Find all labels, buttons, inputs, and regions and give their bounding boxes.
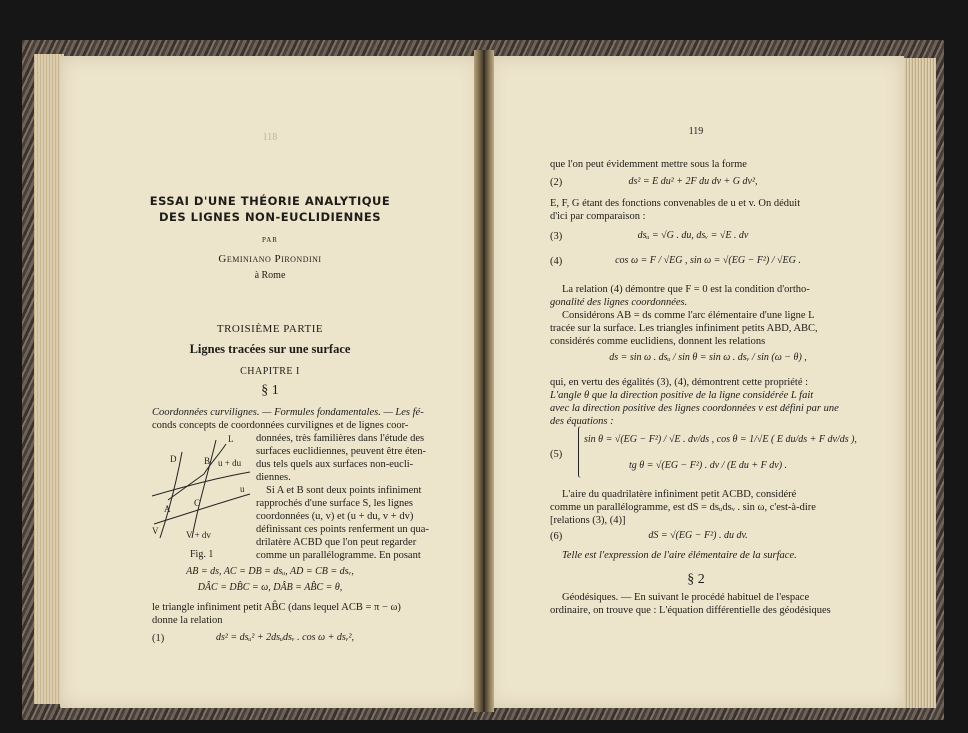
para5-line-1: Géodésiques. — En suivant le procédé habituel de l'espace bbox=[562, 592, 810, 603]
book-gutter bbox=[474, 50, 494, 712]
equation-3-label: (3) bbox=[550, 231, 563, 242]
article-title-line-2: DES LIGNES NON-EUCLIDIENNES bbox=[158, 210, 382, 224]
para1-line-2: d'ici par comparaison : bbox=[550, 211, 646, 222]
body-line-8: rapprochés d'une surface S, les lignes bbox=[256, 498, 414, 509]
equation-5b: tg θ = √(EG − F²) . dv / (E du + F dv) . bbox=[628, 460, 788, 471]
fig-label-L: L bbox=[228, 434, 234, 444]
equation-segments: AB = ds, AC = DB = dsᵤ, AD = CB = dsᵥ, bbox=[186, 566, 354, 577]
para3-line-1: qui, en vertu des égalités (3), (4), démontrent cette propriété : bbox=[550, 377, 809, 388]
left-page bbox=[60, 56, 480, 708]
para4-line-1: L'aire du quadrilatère infiniment petit ACBD, considéré bbox=[562, 489, 797, 500]
para2-line-5: considérés comme euclidiens, donnent les relations bbox=[550, 336, 766, 347]
equation-4: cos ω = F / √EG , sin ω = √(EG − F²) / √EG . bbox=[615, 255, 801, 266]
chapter-heading: CHAPITRE I bbox=[240, 366, 300, 377]
equation-5a: sin θ = √(EG − F²) / √E . dv/ds , cos θ = 1/√E ( E du/ds + F dv/ds ), bbox=[584, 434, 857, 445]
body-line-4: surfaces euclidiennes, peuvent être éten- bbox=[256, 446, 426, 457]
body-after-line-1: le triangle infiniment petit AB̂C (dans lequel ACB = π − ω) bbox=[152, 602, 401, 613]
part-title: Lignes tracées sur une surface bbox=[189, 342, 351, 356]
para3-line-4: des équations : bbox=[550, 416, 614, 427]
body-line-12: comme un parallélogramme. En posant bbox=[256, 550, 421, 561]
para3-line-3: avec la direction positive des lignes coordonnées v est défini par une bbox=[550, 403, 839, 414]
page-number: 119 bbox=[688, 126, 704, 137]
para4-line-3: [relations (3), (4)] bbox=[550, 515, 626, 526]
body-line-10: définissant ces points renferment un qua- bbox=[256, 524, 429, 535]
figure-caption: Fig. 1 bbox=[190, 549, 214, 560]
fig-label-u-du: u + du bbox=[218, 458, 242, 468]
conclusion-line: Telle est l'expression de l'aire élémentaire de la surface. bbox=[562, 550, 797, 561]
body-line-3: données, très familières dans l'étude des bbox=[256, 433, 425, 444]
fig-label-V: V bbox=[152, 526, 159, 536]
fig-label-B: B bbox=[204, 456, 211, 466]
body-line-5: dus tels quels aux surfaces non-eucli- bbox=[256, 459, 414, 470]
author-name: Geminiano Pirondini bbox=[218, 253, 322, 265]
para5-line-2: ordinaire, on trouve que : L'équation différentielle des géodésiques bbox=[550, 605, 831, 616]
equation-2: ds² = E du² + 2F du dv + G dv², bbox=[628, 176, 758, 187]
faint-page-number: 118 bbox=[262, 132, 278, 143]
coordinate-line-v-plus-dv bbox=[192, 440, 216, 538]
para2-line-2: gonalité des lignes coordonnées. bbox=[550, 297, 688, 308]
equation-6: dS = √(EG − F²) . du dv. bbox=[648, 530, 748, 541]
para4-line-2: comme un parallélogramme, est dS = dsᵤdsᵥ . sin ω, c'est-à-dire bbox=[550, 502, 816, 513]
intro-line: que l'on peut évidemment mettre sous la forme bbox=[550, 159, 747, 170]
fig-label-A: A bbox=[164, 504, 171, 514]
part-heading: TROISIÈME PARTIE bbox=[216, 323, 324, 335]
equation-4-label: (4) bbox=[550, 256, 563, 267]
figure-1-diagram bbox=[146, 434, 256, 540]
section-heading: § 1 bbox=[261, 383, 279, 398]
body-line-7: Si A et B sont deux points infiniment bbox=[266, 485, 422, 496]
body-line-11: drilatère ACBD que l'on peut regarder bbox=[256, 537, 417, 548]
fig-label-C: C bbox=[194, 498, 201, 508]
equation-5-brace bbox=[578, 426, 581, 478]
equation-2-label: (2) bbox=[550, 177, 563, 188]
para2-line-1: La relation (4) démontre que F = 0 est la condition d'ortho- bbox=[562, 284, 810, 295]
equation-ds: ds = sin ω . dsᵤ / sin θ = sin ω . dsᵥ / sin (ω − θ) , bbox=[609, 352, 807, 363]
equation-1: ds² = dsᵤ² + 2dsᵤdsᵥ . cos ω + dsᵥ², bbox=[215, 632, 355, 643]
body-line-1: Coordonnées curvilignes. — Formules fondamentales. — Les fé- bbox=[152, 407, 424, 418]
equation-5-label: (5) bbox=[550, 449, 563, 460]
author-location: à Rome bbox=[254, 270, 286, 281]
equation-1-label: (1) bbox=[152, 633, 165, 644]
para1-line-1: E, F, G étant des fonctions convenables de u et v. On déduit bbox=[550, 198, 801, 209]
right-page bbox=[488, 56, 904, 708]
par-label: PAR bbox=[262, 236, 278, 244]
coordinate-line-v bbox=[160, 452, 182, 538]
right-page-edges bbox=[902, 58, 936, 708]
body-line-9: coordonnées (u, v) et (u + du, v + dv) bbox=[256, 511, 414, 522]
body-line-2: conds concepts de coordonnées curvilignes et de lignes coor- bbox=[152, 420, 409, 431]
article-title-line-1: ESSAI D'UNE THÉORIE ANALYTIQUE bbox=[149, 194, 391, 208]
fig-label-D: D bbox=[170, 454, 177, 464]
arc-ab bbox=[168, 474, 204, 500]
fig-label-V-dv: V + dv bbox=[186, 530, 211, 540]
equation-6-label: (6) bbox=[550, 531, 563, 542]
equation-3: dsᵤ = √G . du, dsᵥ = √E . dv bbox=[637, 230, 749, 241]
section-2-heading: § 2 bbox=[687, 572, 705, 587]
para3-line-2: L'angle θ que la direction positive de la ligne considérée L fait bbox=[550, 390, 814, 401]
para2-line-4: tracée sur la surface. Les triangles infiniment petits ABD, ABC, bbox=[550, 323, 818, 334]
body-line-6: diennes. bbox=[256, 472, 291, 483]
para2-line-3: Considérons AB = ds comme l'arc élémentaire d'une ligne L bbox=[562, 310, 815, 321]
fig-label-u: u bbox=[240, 484, 245, 494]
equation-angles: DÂC = DB̂C = ω, DÂB = AB̂C = θ, bbox=[197, 582, 343, 593]
body-after-line-2: donne la relation bbox=[152, 615, 223, 626]
